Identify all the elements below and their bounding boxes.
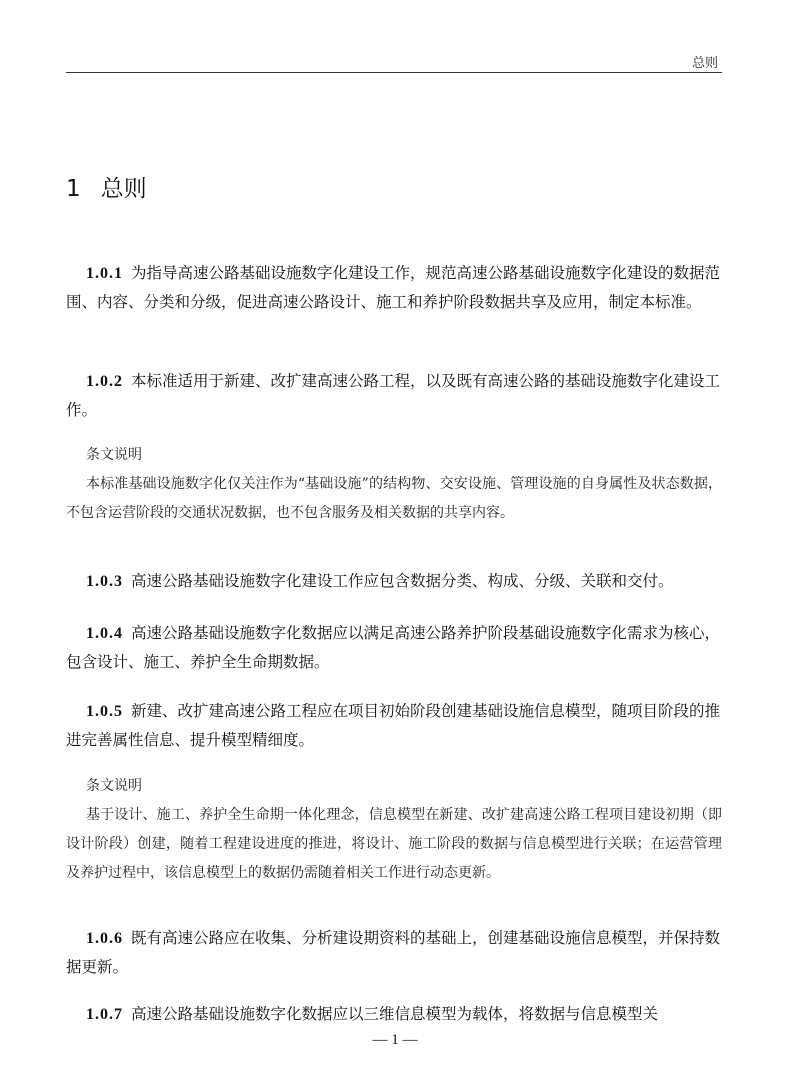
chapter-title	[66, 170, 147, 203]
clause-1-0-5	[66, 697, 722, 755]
chapter-number: 1	[66, 176, 81, 202]
note-label: 条文说明	[86, 447, 142, 463]
chapter-title-text: 总则	[100, 176, 147, 202]
clause-1-0-3	[66, 567, 722, 596]
clause-number: 1.0.5	[86, 703, 123, 720]
running-head: 总则	[691, 56, 718, 71]
clause-text: 为指导高速公路基础设施数字化建设工作，规范高速公路基础设施数字化建设的数据范围、内容、分类和分级，促进高速公路设计、施工和养护阶段数据共享及应用，制定本标准。	[66, 264, 721, 311]
clause-number: 1.0.6	[86, 930, 123, 947]
clause-text: 高速公路基础设施数字化建设工作应包含数据分类、构成、分级、关联和交付。	[131, 572, 674, 590]
clause-note-2	[66, 772, 722, 888]
clause-note-1	[66, 441, 722, 528]
note-body: 本标准基础设施数字化仅关注作为“基础设施”的结构物、交安设施、管理设施的自身属性及状态数据，不包含运营阶段的交通状况数据，也不包含服务及相关数据的共享内容。	[66, 476, 722, 521]
clause-1-0-4	[66, 619, 722, 677]
clause-1-0-7	[66, 1000, 722, 1029]
note-label: 条文说明	[86, 778, 142, 794]
note-body: 基于设计、施工、养护全生命期一体化理念，信息模型在新建、改扩建高速公路工程项目建设初期（即设计阶段）创建，随着工程建设进度的推进，将设计、施工阶段的数据与信息模型进行关联；在运营管理及养护过程中，该信息模型上的数据仍需随着相关工作进行动态更新。	[66, 807, 722, 881]
clause-1-0-1	[66, 259, 722, 317]
header-rule	[66, 72, 722, 73]
clause-text: 高速公路基础设施数字化数据应以三维信息模型为载体，将数据与信息模型关	[131, 1005, 659, 1023]
clause-text: 既有高速公路应在收集、分析建设期资料的基础上，创建基础设施信息模型，并保持数据更新。	[66, 929, 721, 976]
clause-number: 1.0.3	[86, 573, 123, 590]
clause-text: 本标准适用于新建、改扩建高速公路工程，以及既有高速公路的基础设施数字化建设工作。	[66, 372, 721, 419]
page-number: — 1 —	[372, 1032, 418, 1048]
clause-number: 1.0.1	[86, 265, 123, 282]
clause-text: 高速公路基础设施数字化数据应以满足高速公路养护阶段基础设施数字化需求为核心，包含设计、施工、养护全生命期数据。	[66, 624, 721, 671]
clause-1-0-2	[66, 367, 722, 425]
clause-text: 新建、改扩建高速公路工程应在项目初始阶段创建基础设施信息模型，随项目阶段的推进完善属性信息、提升模型精细度。	[66, 702, 721, 749]
clause-number: 1.0.4	[86, 625, 123, 642]
clause-number: 1.0.7	[86, 1006, 123, 1023]
clause-number: 1.0.2	[86, 373, 123, 390]
clause-1-0-6	[66, 924, 722, 982]
